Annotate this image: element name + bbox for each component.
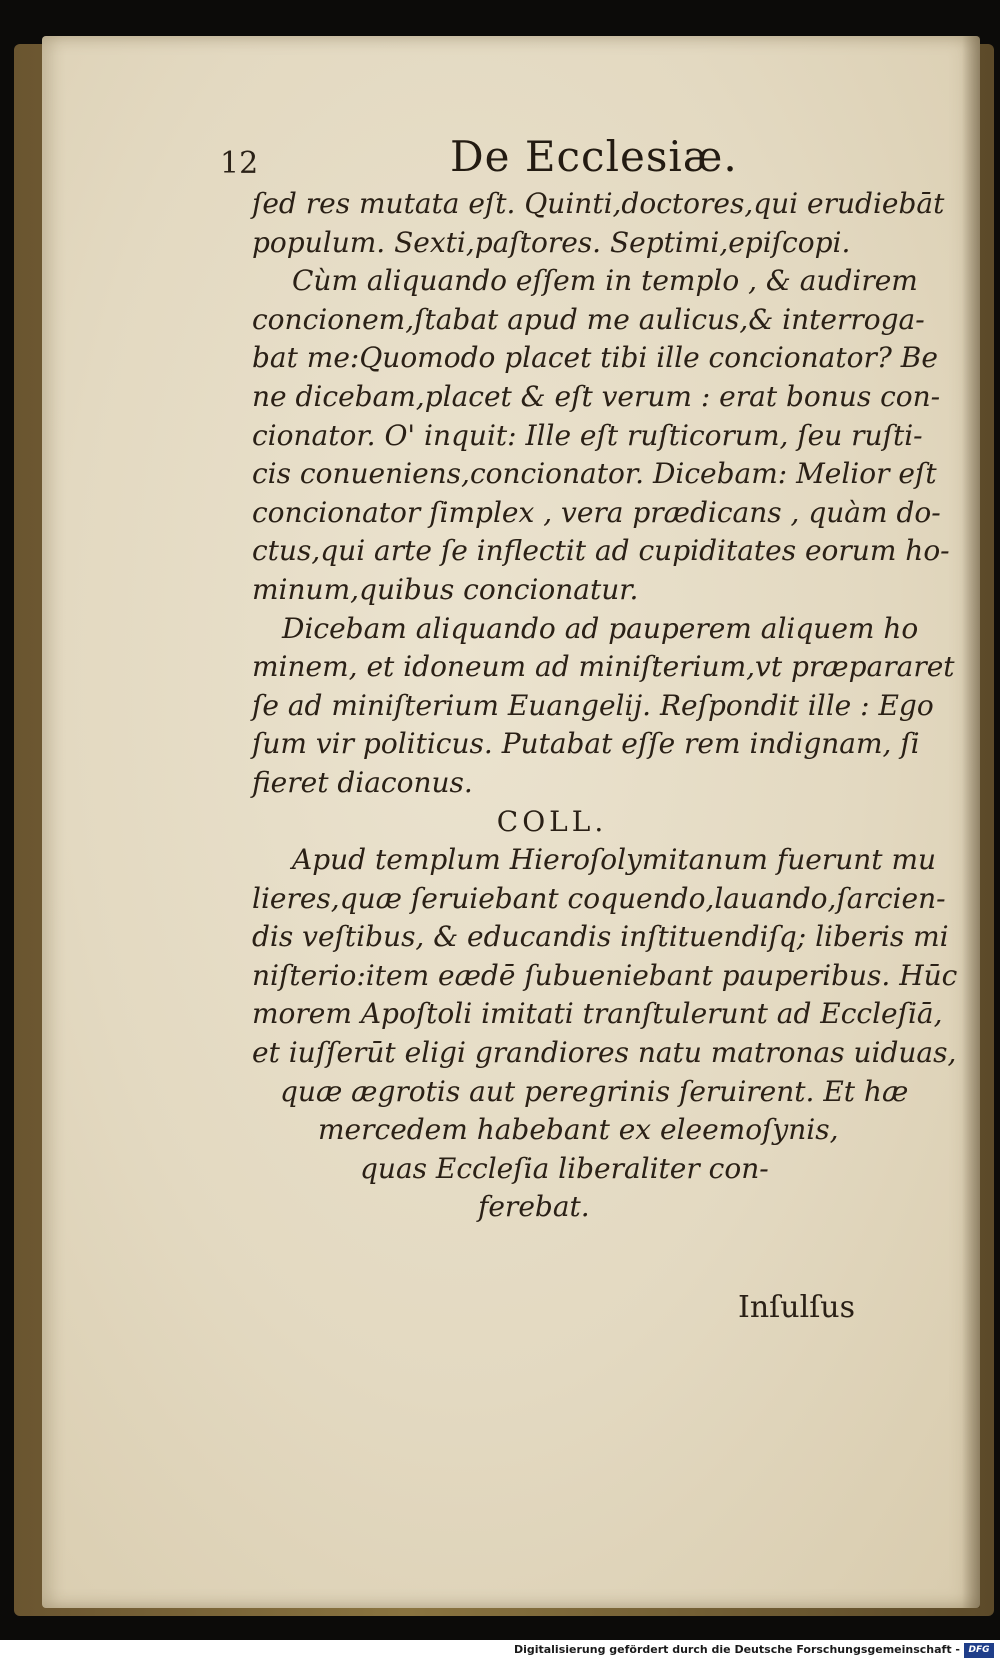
text-line: minem, et idoneum ad miniſterium,vt præpararet bbox=[252, 650, 955, 684]
text-line: niſterio:item eædē ſubueniebant pauperibus. Hūc bbox=[252, 958, 958, 992]
text-line: ferebat. bbox=[478, 1190, 590, 1224]
funding-credit: Digitalisierung gefördert durch die Deutsche Forschungsgemeinschaft - bbox=[513, 1643, 960, 1656]
text-line: Apud templum Hieroſolymitanum fuerunt mu bbox=[292, 843, 937, 877]
text-line: cis conueniens,concionator. Dicebam: Melior eſt bbox=[252, 457, 937, 491]
text-line: ſe ad miniſterium Euangelij. Reſpondit ille : Ego bbox=[252, 688, 934, 722]
text-line: morem Apoſtoli imitati tranſtulerunt ad Eccleſiā, bbox=[252, 997, 943, 1031]
text-line: dis veſtibus, & educandis inſtituendiſq; liberis mi bbox=[252, 920, 949, 954]
text-line: bat me:Quomodo placet tibi ille concionator? Be bbox=[252, 341, 938, 375]
text-line: lieres,quæ ſeruiebant coquendo,lauando,ſarcien- bbox=[252, 881, 946, 915]
running-title: De Ecclesiæ. bbox=[450, 132, 738, 181]
text-line: cionator. O' inquit: Ille eſt ruſticorum, ſeu ruſti- bbox=[252, 418, 923, 452]
text-line: mercedem habebant ex eleemoſynis, bbox=[318, 1113, 839, 1147]
text-line: ſum vir politicus. Putabat eſſe rem indignam, ſi bbox=[252, 727, 920, 761]
text-line: concionator ſimplex , vera prædicans , quàm do- bbox=[252, 495, 941, 529]
dfg-logo-icon: DFG bbox=[964, 1643, 994, 1658]
text-line: ne dicebam,placet & eſt verum : erat bonus con- bbox=[252, 379, 941, 413]
page-fold-shadow bbox=[962, 36, 980, 1608]
text-line: concionem,ſtabat apud me aulicus,& interroga- bbox=[252, 302, 925, 336]
text-line: populum. Sexti,paſtores. Septimi,epiſcopi. bbox=[252, 225, 851, 259]
text-line: ſed res mutata eſt. Quinti,doctores,qui erudiebāt bbox=[252, 187, 945, 220]
text-line: minum,quibus concionatur. bbox=[252, 572, 639, 606]
section-heading: COLL. bbox=[496, 804, 608, 838]
text-line: quæ ægrotis aut peregrinis ſeruirent. Et hæ bbox=[280, 1074, 909, 1108]
text-line: fieret diaconus. bbox=[252, 765, 473, 799]
page-header bbox=[220, 132, 880, 192]
text-line: Cùm aliquando eſſem in templo , & audirem bbox=[292, 264, 918, 298]
page-number: 12 bbox=[220, 146, 259, 181]
catchword: Inſulſus bbox=[738, 1290, 856, 1325]
footer-bar bbox=[0, 1640, 1000, 1662]
text-line: ctus,qui arte ſe inflectit ad cupiditates eorum ho- bbox=[252, 534, 950, 568]
text-line: Dicebam aliquando ad pauperem aliquem ho bbox=[282, 611, 919, 645]
text-line: et iuſſerūt eligi grandiores natu matronas uiduas, bbox=[252, 1036, 957, 1070]
text-line: quas Eccleſia liberaliter con- bbox=[360, 1151, 769, 1185]
body-text bbox=[252, 185, 958, 1227]
